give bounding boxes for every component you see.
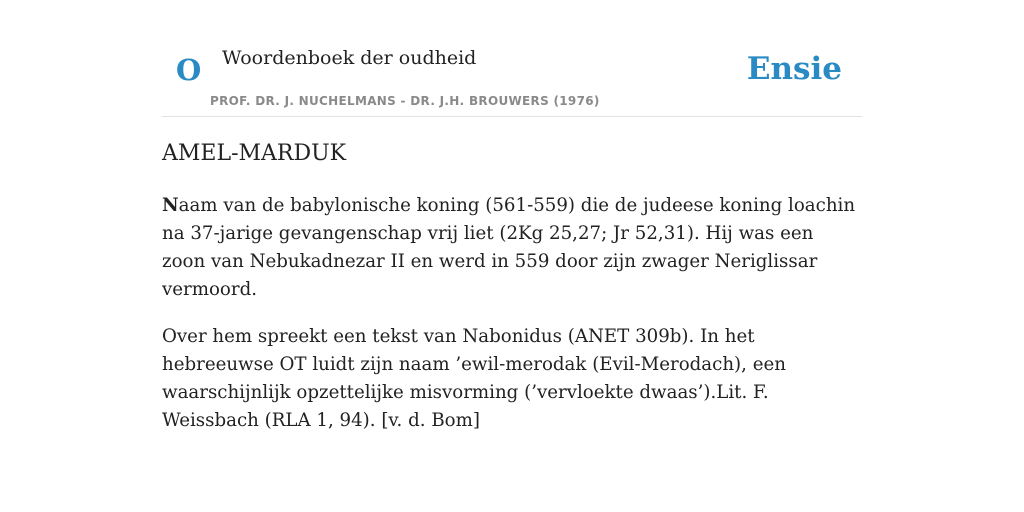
entry-paragraph: Over hem spreekt een tekst van Nabonidus (ANET 309b). In het hebreeuwse OT luidt zijn naam ’ewil-merodak (Evil-Merodach), een waarschijnlijk opzettelijke misvorming (’vervloekte dwaas’).Lit. F. Weissbach (RLA 1, 94). [v. d. Bom]	[162, 326, 786, 431]
site-logo-link[interactable]: Ensie	[746, 51, 842, 87]
book-authors: PROF. DR. J. NUCHELMANS - DR. J.H. BROUWERS (1976)	[210, 94, 600, 108]
entry-paragraph	[162, 192, 862, 304]
book-title: Woordenboek der oudheid	[222, 47, 477, 69]
entry-title: AMEL-MARDUK	[162, 141, 347, 166]
page-header	[162, 0, 862, 117]
entry-content	[162, 138, 862, 435]
paragraph-text: aam van de babylonische koning (561-559) die de judeese koning loachin na 37-jarige gevangenschap vrij liet (2Kg 25,27; Jr 52,31). Hij was een zoon van Nebukadnezar II en werd in 559 door zijn zwager Neriglissar vermoord.	[162, 195, 856, 300]
drop-cap-initial: N	[162, 195, 179, 216]
book-logo-link[interactable]: O	[176, 53, 202, 87]
